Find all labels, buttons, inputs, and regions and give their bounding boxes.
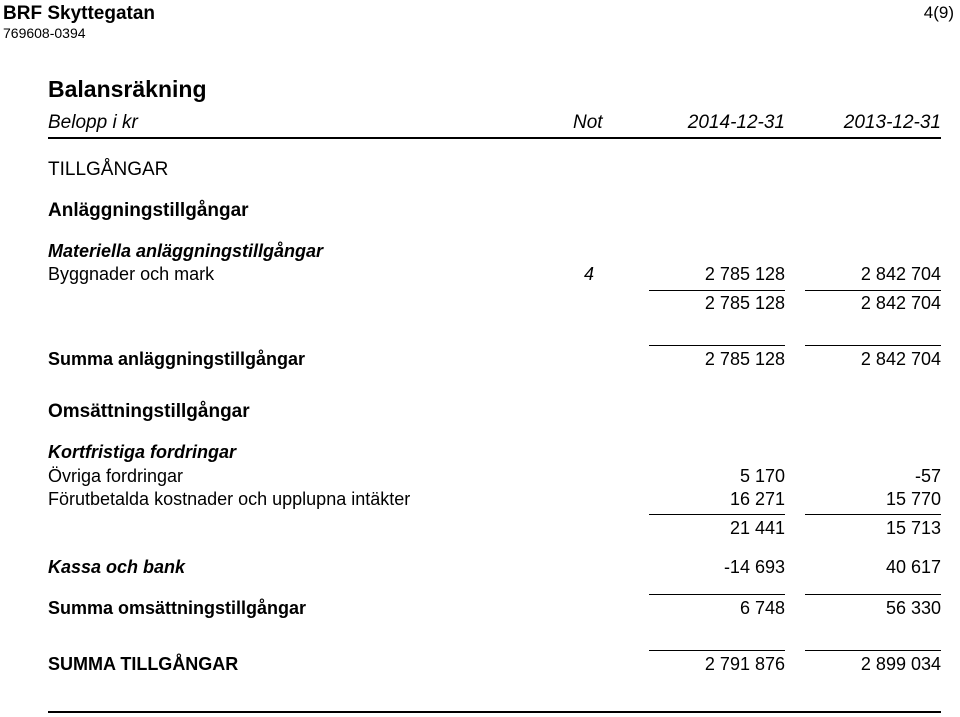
row-value-2014: 21 441 bbox=[729, 518, 785, 538]
subgroup-label: Materiella anläggningstillgångar bbox=[48, 241, 324, 261]
section-label: TILLGÅNGAR bbox=[48, 159, 169, 180]
section-heading-tillgangar bbox=[0, 159, 960, 181]
row-value-2013: 56 330 bbox=[885, 598, 941, 618]
group-heading-omsattning bbox=[0, 401, 960, 423]
row-value-2014: 2 785 128 bbox=[704, 293, 785, 313]
table-row-kassa-bank bbox=[0, 556, 960, 578]
subtotal-line-2014 bbox=[649, 290, 785, 291]
row-value-2014: 16 271 bbox=[729, 489, 785, 509]
column-header-amount: Belopp i kr bbox=[48, 112, 138, 133]
row-label: Övriga fordringar bbox=[48, 466, 184, 486]
row-value-2013: 2 842 704 bbox=[860, 349, 941, 369]
column-header-note: Not bbox=[573, 112, 603, 133]
group-heading-anlaggning bbox=[0, 200, 960, 222]
subtotal-line-2013 bbox=[805, 514, 941, 515]
row-value-2014: 2 785 128 bbox=[704, 264, 785, 284]
row-value-2013: 40 617 bbox=[885, 557, 941, 577]
report-title: Balansräkning bbox=[48, 76, 207, 102]
row-note: 4 bbox=[583, 264, 594, 284]
grand-total-line-2014 bbox=[649, 650, 785, 651]
column-header-year-2013: 2013-12-31 bbox=[843, 112, 941, 133]
total-line-2013 bbox=[805, 594, 941, 595]
header-divider bbox=[48, 137, 941, 139]
row-label: Kassa och bank bbox=[48, 557, 186, 577]
row-value-2013: 2 842 704 bbox=[860, 293, 941, 313]
table-row-summa-tillgangar bbox=[0, 653, 960, 675]
row-label: Byggnader och mark bbox=[48, 264, 215, 284]
total-line-2014 bbox=[649, 345, 785, 346]
table-row-byggnader bbox=[0, 263, 960, 285]
row-label: Summa anläggningstillgångar bbox=[48, 349, 306, 369]
row-label: SUMMA TILLGÅNGAR bbox=[48, 654, 239, 674]
row-value-2014: 6 748 bbox=[739, 598, 785, 618]
group-label: Omsättningstillgångar bbox=[48, 401, 250, 422]
company-name: BRF Skyttegatan bbox=[3, 3, 156, 24]
row-label: Summa omsättningstillgångar bbox=[48, 598, 307, 618]
total-line-2013 bbox=[805, 345, 941, 346]
row-value-2013: -57 bbox=[914, 466, 941, 486]
row-value-2013: 15 770 bbox=[885, 489, 941, 509]
total-line-2014 bbox=[649, 594, 785, 595]
footer-divider bbox=[48, 711, 941, 713]
table-row-forutbetalda bbox=[0, 488, 960, 510]
table-row-materiella-subtotal bbox=[0, 292, 960, 314]
grand-total-line-2013 bbox=[805, 650, 941, 651]
row-value-2014: 2 791 876 bbox=[704, 654, 785, 674]
subgroup-heading-kortfristiga bbox=[0, 441, 960, 463]
table-row-summa-anlaggning bbox=[0, 348, 960, 370]
row-label: Förutbetalda kostnader och upplupna intäkter bbox=[48, 489, 411, 509]
row-value-2013: 15 713 bbox=[885, 518, 941, 538]
subgroup-heading-materiella bbox=[0, 240, 960, 262]
subtotal-line-2013 bbox=[805, 290, 941, 291]
table-row-kortfristiga-subtotal bbox=[0, 517, 960, 539]
row-value-2014: 5 170 bbox=[739, 466, 785, 486]
table-row-ovriga-fordringar bbox=[0, 465, 960, 487]
table-row-summa-omsattning bbox=[0, 597, 960, 619]
subtotal-line-2014 bbox=[649, 514, 785, 515]
page-number: 4(9) bbox=[923, 3, 954, 22]
row-value-2013: 2 842 704 bbox=[860, 264, 941, 284]
column-header-year-2014: 2014-12-31 bbox=[687, 112, 785, 133]
group-label: Anläggningstillgångar bbox=[48, 200, 249, 221]
row-value-2013: 2 899 034 bbox=[860, 654, 941, 674]
subgroup-label: Kortfristiga fordringar bbox=[48, 442, 237, 462]
row-value-2014: 2 785 128 bbox=[704, 349, 785, 369]
row-value-2014: -14 693 bbox=[723, 557, 785, 577]
org-number: 769608-0394 bbox=[3, 25, 86, 41]
